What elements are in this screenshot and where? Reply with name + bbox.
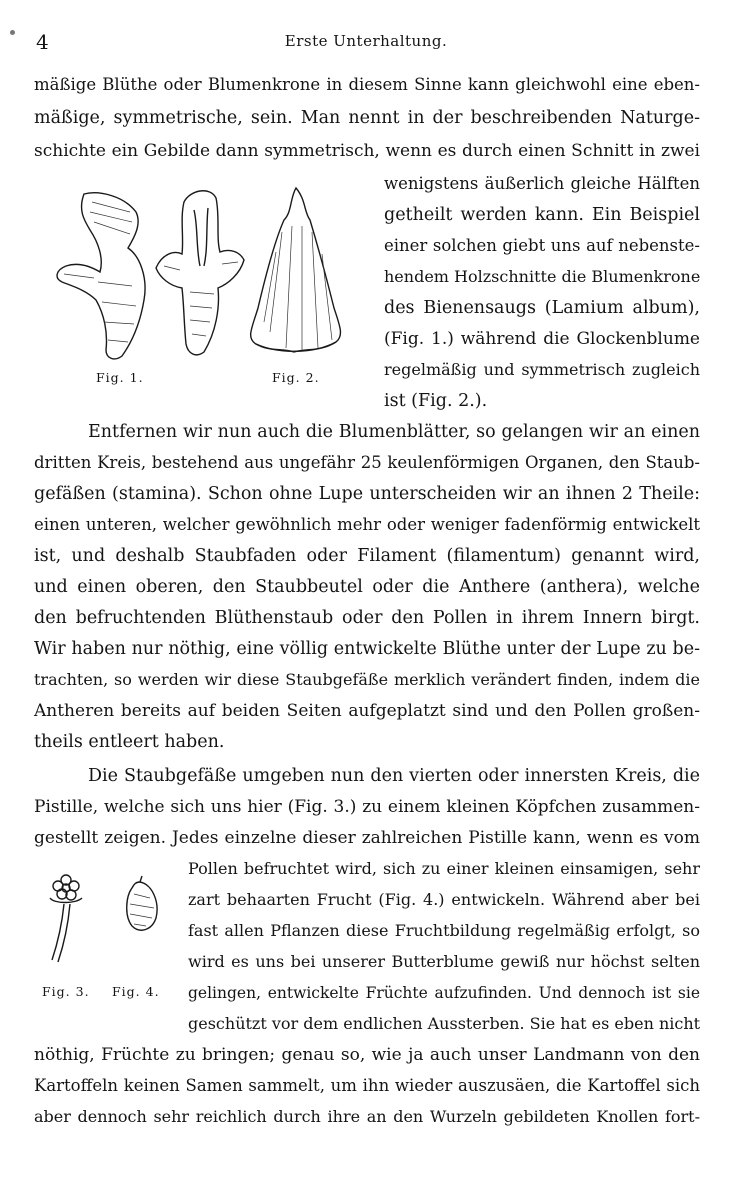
text-line: Kartoffeln keinen Samen sammelt, um ihn wieder auszusäen, die Kartoffel sich (34, 1076, 700, 1095)
text-line: einer solchen giebt uns auf nebenste- (384, 236, 700, 255)
running-title: Erste Unterhaltung. (284, 32, 448, 50)
text-line: zart behaarten Frucht (Fig. 4.) entwickeln. Während aber bei (188, 890, 700, 909)
text-line: Antheren bereits auf beiden Seiten aufgeplatzt sind und den Pollen großen- (34, 701, 700, 721)
text-line: dritten Kreis, bestehend aus ungefähr 25 keulenförmigen Organen, den Staub- (34, 453, 700, 472)
lamium-flower-illustration (44, 182, 364, 382)
text-line: theils entleert haben. (34, 732, 225, 752)
text-line: Pollen befruchtet wird, sich zu einer kleinen einsamigen, sehr (188, 859, 700, 878)
text-line: hendem Holzschnitte die Blumenkrone (384, 267, 701, 286)
text-line: geschützt vor dem endlichen Aussterben. Sie hat es eben nicht (188, 1014, 701, 1033)
text-line: Pistille, welche sich uns hier (Fig. 3.) zu einem kleinen Köpfchen zusammen- (34, 797, 700, 817)
figure-caption: Fig. 3. (42, 984, 90, 999)
page-number: 4 (36, 30, 49, 54)
text-line: trachten, so werden wir diese Staubgefäße merklich verändert finden, indem die (34, 670, 700, 689)
page-header (36, 30, 696, 58)
figure-caption: Fig. 1. (96, 370, 144, 385)
figure-caption: Fig. 2. (272, 370, 320, 385)
paper-speck (10, 30, 15, 35)
text-line: des Bienensaugs (Lamium album), (384, 298, 700, 318)
text-line: den befruchtenden Blüthenstaub oder den Pollen in ihrem Innern birgt. (34, 608, 700, 628)
figure-caption: Fig. 4. (112, 984, 160, 999)
text-line: nöthig, Früchte zu bringen; genau so, wie ja auch unser Landmann von den (34, 1045, 700, 1065)
text-line: und einen oberen, den Staubbeutel oder die Anthere (anthera), welche (34, 577, 700, 597)
text-line: regelmäßig und symmetrisch zugleich (384, 360, 700, 379)
text-line: gefäßen (stamina). Schon ohne Lupe unterscheiden wir an ihnen 2 Theile: (34, 484, 700, 504)
text-line: fast allen Pflanzen diese Fruchtbildung regelmäßig erfolgt, so (188, 921, 700, 940)
text-line: gestellt zeigen. Jedes einzelne dieser zahlreichen Pistille kann, wenn es vom (34, 828, 700, 848)
text-line: ist (Fig. 2.). (384, 391, 488, 411)
figures-3-4 (36, 868, 176, 1008)
text-line: Wir haben nur nöthig, eine völlig entwickelte Blüthe unter der Lupe zu be- (34, 639, 700, 659)
text-line: ist, und deshalb Staubfaden oder Filament (filamentum) genannt wird, (34, 546, 700, 566)
text-line: Die Staubgefäße umgeben nun den vierten oder innersten Kreis, die (88, 766, 700, 786)
pistil-and-fruit-illustration (36, 868, 176, 978)
text-line: mäßige, symmetrische, sein. Man nennt in der beschreibenden Naturge- (34, 108, 700, 128)
text-line: einen unteren, welcher gewöhnlich mehr oder weniger fadenförmig entwickelt (34, 515, 700, 534)
text-line: wenigstens äußerlich gleiche Hälften (384, 174, 700, 193)
text-line: wird es uns bei unserer Butterblume gewiß nur höchst selten (188, 952, 700, 971)
text-line: mäßige Blüthe oder Blumenkrone in diesem Sinne kann gleichwohl eine eben- (34, 75, 700, 94)
figures-1-2 (44, 182, 364, 385)
text-line: (Fig. 1.) während die Glockenblume (384, 329, 700, 349)
text-line: gelingen, entwickelte Früchte aufzufinden. Und dennoch ist sie (188, 984, 700, 1002)
text-line: getheilt werden kann. Ein Beispiel (384, 205, 700, 225)
text-line: Entfernen wir nun auch die Blumenblätter, so gelangen wir an einen (88, 422, 700, 442)
text-line: schichte ein Gebilde dann symmetrisch, wenn es durch einen Schnitt in zwei (34, 141, 700, 161)
text-line: aber dennoch sehr reichlich durch ihre an den Wurzeln gebildeten Knollen fort- (34, 1107, 700, 1126)
